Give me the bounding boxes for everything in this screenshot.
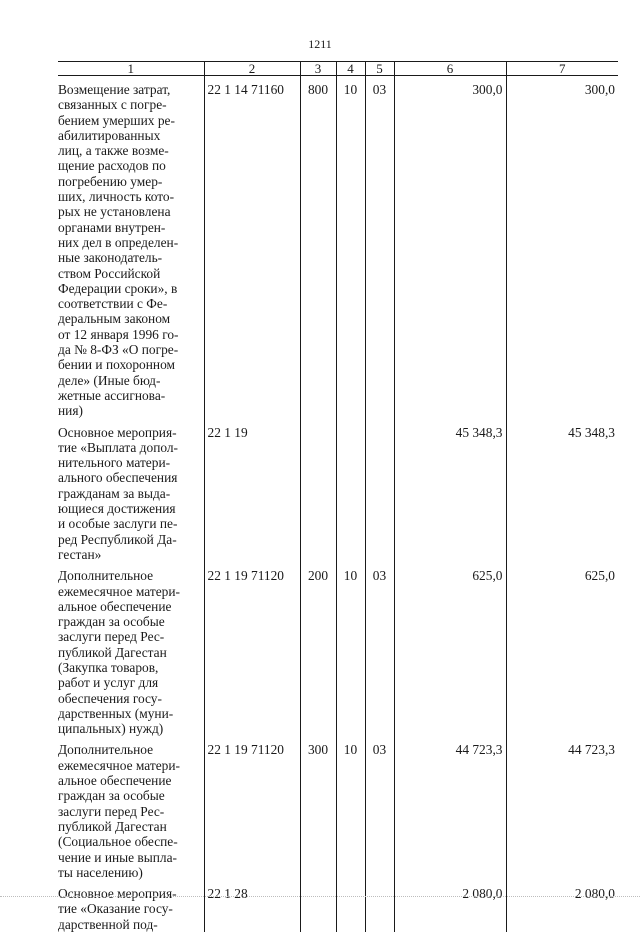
header-col-7: 7: [506, 62, 618, 76]
row-name-line: деле» (Иные бюд-: [58, 373, 202, 388]
row-col-5: 03: [365, 76, 394, 419]
header-col-6: 6: [394, 62, 506, 76]
row-col-4: [336, 880, 365, 932]
row-name-line: лиц, а также возме-: [58, 143, 202, 158]
row-name-line: ального обеспечения: [58, 470, 202, 485]
row-name-line: ющиеся достижения: [58, 501, 202, 516]
row-name-line: гестан»: [58, 547, 202, 562]
row-col-4: 10: [336, 562, 365, 736]
row-col-3: 800: [300, 76, 336, 419]
row-col-6: 2 080,0: [394, 880, 506, 932]
row-col-5: [365, 880, 394, 932]
header-col-4: 4: [336, 62, 365, 76]
table-row: [58, 76, 618, 419]
row-name-line: Основное мероприя-: [58, 886, 202, 901]
row-name-line: граждан за особые: [58, 614, 202, 629]
row-name-line: нительного матери-: [58, 455, 202, 470]
row-code: 22 1 19: [204, 419, 300, 563]
row-name-line: ежемесячное матери-: [58, 584, 202, 599]
row-name-line: щение расходов по: [58, 158, 202, 173]
budget-table: [58, 61, 618, 932]
header-row: [58, 62, 618, 76]
row-name-line: обеспечения госу-: [58, 691, 202, 706]
row-name-line: работ и услуг для: [58, 675, 202, 690]
row-name-line: ред Республикой Да-: [58, 532, 202, 547]
table-body: [58, 76, 618, 932]
row-name-line: погребению умер-: [58, 174, 202, 189]
row-name-line: публикой Дагестан: [58, 645, 202, 660]
row-code: 22 1 19 71120: [204, 562, 300, 736]
row-name-line: альное обеспечение: [58, 599, 202, 614]
row-code: 22 1 19 71120: [204, 736, 300, 880]
header-col-2: 2: [204, 62, 300, 76]
row-col-4: [336, 419, 365, 563]
row-name-line: (Закупка товаров,: [58, 660, 202, 675]
row-col-7: 45 348,3: [506, 419, 618, 563]
row-col-7: 44 723,3: [506, 736, 618, 880]
row-col-5: 03: [365, 562, 394, 736]
row-name: [58, 736, 204, 880]
row-name-line: чение и иные выпла-: [58, 850, 202, 865]
row-name-line: жетные ассигнова-: [58, 388, 202, 403]
row-col-5: [365, 419, 394, 563]
row-col-4: 10: [336, 76, 365, 419]
row-name-line: деральным законом: [58, 311, 202, 326]
page-bottom-rule: [0, 896, 640, 897]
row-col-3: [300, 419, 336, 563]
row-name: [58, 76, 204, 419]
row-name-line: от 12 января 1996 го-: [58, 327, 202, 342]
header-col-5: 5: [365, 62, 394, 76]
row-name-line: да № 8-ФЗ «О погре-: [58, 342, 202, 357]
row-name-line: Дополнительное: [58, 568, 202, 583]
row-name-line: бением умерших ре-: [58, 113, 202, 128]
row-col-6: 625,0: [394, 562, 506, 736]
row-name-line: Возмещение затрат,: [58, 82, 202, 97]
row-name-line: ством Российской: [58, 266, 202, 281]
row-code: 22 1 14 71160: [204, 76, 300, 419]
row-name-line: заслуги перед Рес-: [58, 804, 202, 819]
row-name-line: ежемесячное матери-: [58, 758, 202, 773]
row-name-line: них дел в определен-: [58, 235, 202, 250]
header-col-3: 3: [300, 62, 336, 76]
row-col-6: 45 348,3: [394, 419, 506, 563]
table-row: [58, 562, 618, 736]
row-name-line: ния): [58, 403, 202, 418]
row-name-line: бении и похоронном: [58, 357, 202, 372]
table-row: [58, 880, 618, 932]
row-col-3: 200: [300, 562, 336, 736]
table-row: [58, 736, 618, 880]
row-name-line: рых не установлена: [58, 204, 202, 219]
row-name-line: ших, личность кото-: [58, 189, 202, 204]
row-name: [58, 880, 204, 932]
row-col-7: 2 080,0: [506, 880, 618, 932]
table-row: [58, 419, 618, 563]
row-name-line: Основное мероприя-: [58, 425, 202, 440]
row-name-line: альное обеспечение: [58, 773, 202, 788]
row-col-6: 44 723,3: [394, 736, 506, 880]
row-col-7: 300,0: [506, 76, 618, 419]
row-name-line: Федерации сроки», в: [58, 281, 202, 296]
row-name-line: (Социальное обеспе-: [58, 834, 202, 849]
row-name-line: ты населению): [58, 865, 202, 880]
row-name-line: гражданам за выда-: [58, 486, 202, 501]
row-name-line: граждан за особые: [58, 788, 202, 803]
row-name-line: Дополнительное: [58, 742, 202, 757]
page-number: 1211: [0, 37, 640, 52]
row-name: [58, 419, 204, 563]
row-name-line: и особые заслуги пе-: [58, 516, 202, 531]
row-col-7: 625,0: [506, 562, 618, 736]
row-name-line: дарственных (муни-: [58, 706, 202, 721]
row-col-4: 10: [336, 736, 365, 880]
row-name-line: дарственной под-: [58, 917, 202, 932]
row-name-line: ципальных) нужд): [58, 721, 202, 736]
row-name-line: заслуги перед Рес-: [58, 629, 202, 644]
row-name: [58, 562, 204, 736]
row-name-line: абилитированных: [58, 128, 202, 143]
row-name-line: публикой Дагестан: [58, 819, 202, 834]
row-col-5: 03: [365, 736, 394, 880]
row-name-line: тие «Выплата допол-: [58, 440, 202, 455]
row-code: 22 1 28: [204, 880, 300, 932]
row-name-line: соответствии с Фе-: [58, 296, 202, 311]
row-name-line: ные законодатель-: [58, 250, 202, 265]
row-name-line: связанных с погре-: [58, 97, 202, 112]
header-col-1: 1: [58, 62, 204, 76]
row-col-3: 300: [300, 736, 336, 880]
row-col-6: 300,0: [394, 76, 506, 419]
table-header: [58, 62, 618, 76]
row-name-line: тие «Оказание госу-: [58, 901, 202, 916]
row-col-3: [300, 880, 336, 932]
row-name-line: органами внутрен-: [58, 220, 202, 235]
